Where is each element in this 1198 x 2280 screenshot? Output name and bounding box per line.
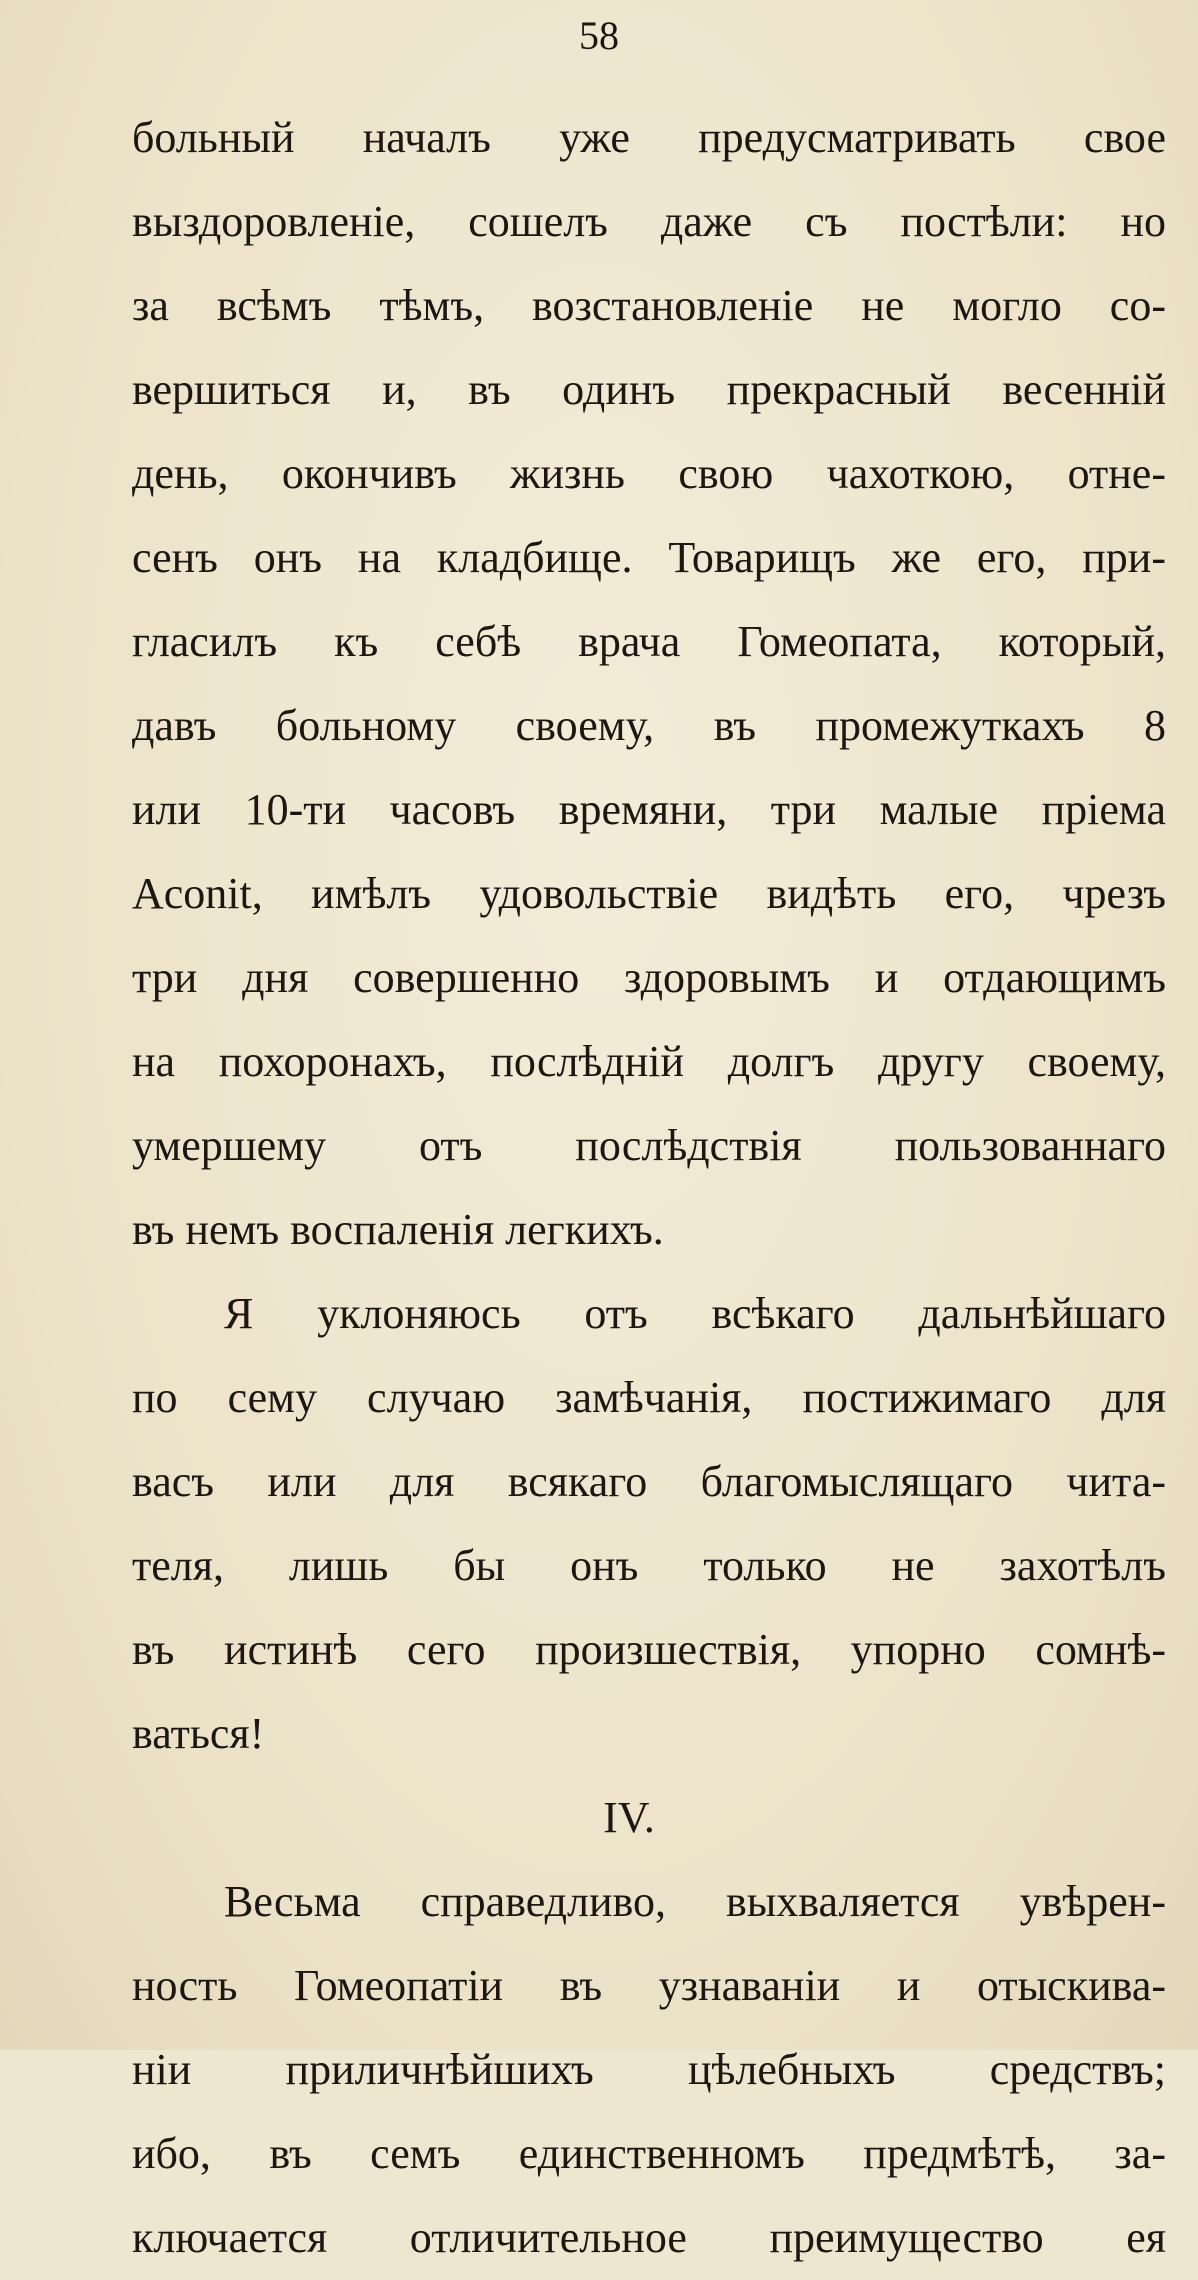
- text-line: умершему отъ послѣдствія пользованнаго: [132, 1121, 1166, 1170]
- text-line: три дня совершенно здоровымъ и отдающимъ: [132, 953, 1166, 1002]
- text-line: гласилъ къ себѣ врача Гомеопата, который,: [132, 617, 1166, 666]
- text-line: или 10-ти часовъ времяни, три малые пріема: [132, 785, 1166, 834]
- text-line: день, окончивъ жизнь свою чахоткою, отне-: [132, 449, 1166, 498]
- text-line: за всѣмъ тѣмъ, возстановленіе не могло со-: [132, 281, 1166, 330]
- paragraph-1: [132, 96, 1166, 1272]
- text-line: теля, лишь бы онъ только не захотѣлъ: [132, 1541, 1166, 1590]
- paragraph-2: [132, 1272, 1166, 1776]
- text-line: на похоронахъ, послѣдній долгъ другу своему,: [132, 1037, 1166, 1086]
- text-line: Весьма справедливо, выхваляется увѣрен-: [224, 1877, 1166, 1926]
- text-line: больный началъ уже предусматривать свое: [132, 113, 1166, 162]
- text-line: ибо, въ семъ единственномъ предмѣтѣ, за-: [132, 2129, 1166, 2178]
- text-line: ключается отличительное преимущество ея: [132, 2213, 1166, 2262]
- text-line: въ истинѣ сего произшествія, упорно сомнѣ-: [132, 1625, 1166, 1674]
- text-line: Я уклоняюсь отъ всѣкаго дальнѣйшаго: [224, 1289, 1166, 1338]
- text-line: въ немъ воспаленія легкихъ.: [132, 1205, 664, 1254]
- text-line: васъ или для всякаго благомыслящаго чита-: [132, 1457, 1166, 1506]
- text-line: ность Гомеопатіи въ узнаваніи и отыскива-: [132, 1961, 1166, 2010]
- text-line: ніи приличнѣйшихъ цѣлебныхъ средствъ;: [132, 2045, 1166, 2094]
- paragraph-3: [132, 1860, 1166, 2280]
- text-line: сенъ онъ на кладбище. Товарищъ же его, при-: [132, 533, 1166, 582]
- text-line: по сему случаю замѣчанія, постижимаго для: [132, 1373, 1166, 1422]
- text-line: выздоровленіе, сошелъ даже съ постѣли: но: [132, 197, 1166, 246]
- text-line: ваться!: [132, 1709, 265, 1758]
- page-number: 58: [579, 13, 619, 58]
- text-line: давъ больному своему, въ промежуткахъ 8: [132, 701, 1166, 750]
- body-text: [132, 96, 1166, 2280]
- text-line: вершиться и, въ одинъ прекрасный весенній: [132, 365, 1166, 414]
- text-line: Aconit, имѣлъ удовольствіе видѣть его, чрезъ: [132, 869, 1166, 918]
- section-heading: IV.: [603, 1793, 655, 1842]
